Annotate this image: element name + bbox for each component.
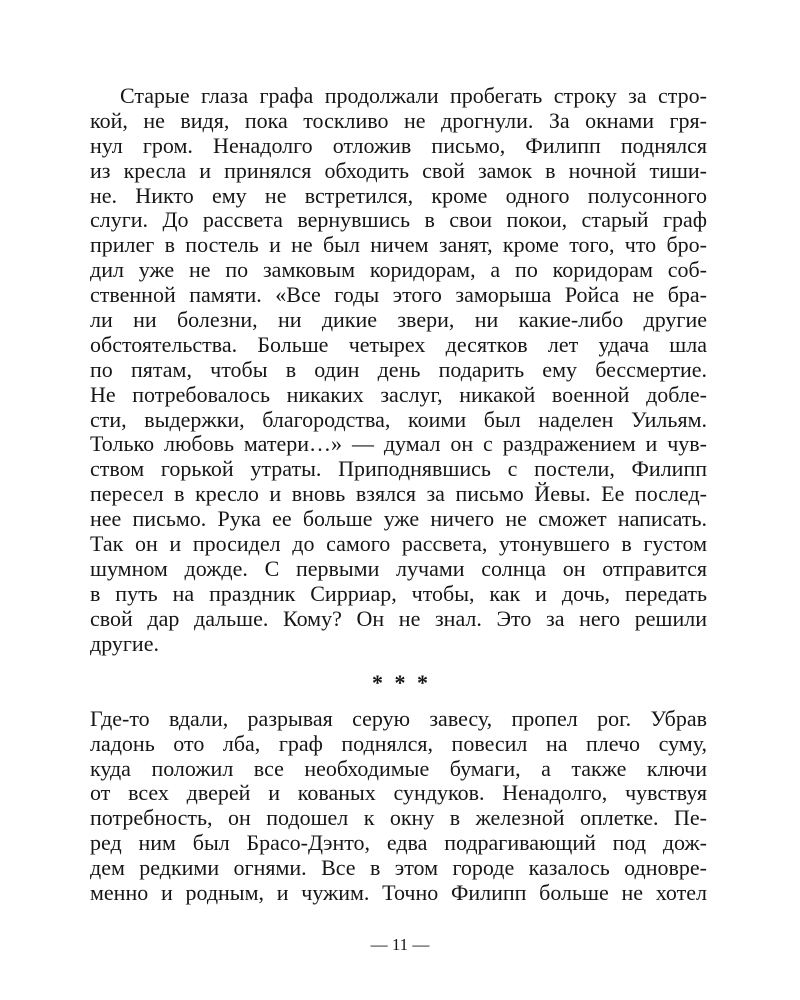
text-line: пересел в кресло и вновь взялся за письмо Йевы. Ее послед- <box>90 482 707 507</box>
text-line: ред ним был Брасо-Дэнто, едва подрагивающий под дож- <box>90 830 707 855</box>
text-line: свой дар дальше. Кому? Он не знал. Это за него решили <box>90 606 707 631</box>
text-line: из кресла и принялся обходить свой замок в ночной тиши- <box>90 158 707 183</box>
text-line: Где-то вдали, разрывая серую завесу, пропел рог. Убрав <box>90 707 707 731</box>
paragraph-2 <box>90 707 707 905</box>
text-line: ладонь ото лба, граф поднялся, повесил на плечо суму, <box>90 731 707 756</box>
text-line: в путь на праздник Сирриар, чтобы, как и дочь, передать <box>90 581 707 606</box>
text-line: дем редкими огнями. Все в этом городе казалось одновре- <box>90 855 707 880</box>
text-line: не. Никто ему не встретился, кроме одного полусонного <box>90 183 707 208</box>
text-line: кой, не видя, пока тоскливо не дрогнули. За окнами гря- <box>90 108 707 133</box>
section-separator: * * * <box>372 670 428 695</box>
text-line: куда положил все необходимые бумаги, а также ключи <box>90 756 707 781</box>
text-line: Не потребовалось никаких заслуг, никакой военной добле- <box>90 382 707 407</box>
text-line: Старые глаза графа продолжали пробегать строку за стро- <box>120 84 707 108</box>
text-line: менно и родным, и чужим. Точно Филипп больше не хотел <box>90 880 707 905</box>
text-line: ли ни болезни, ни дикие звери, ни какие-либо другие <box>90 308 707 333</box>
paragraph-1 <box>90 84 707 656</box>
text-line: Только любовь матери…» — думал он с раздражением и чув- <box>90 432 707 457</box>
text-line: слуги. До рассвета вернувшись в свои покои, старый граф <box>90 208 707 233</box>
text-line: от всех дверей и кованых сундуков. Ненадолго, чувствуя <box>90 781 707 806</box>
page-number: — 11 — <box>370 935 430 954</box>
text-line: сти, выдержки, благородства, коими был наделен Уильям. <box>90 407 707 432</box>
text-line: потребность, он подошел к окну в железной оплетке. Пе- <box>90 806 707 831</box>
text-line: обстоятельства. Больше четырех десятков лет удача шла <box>90 332 707 357</box>
text-line: дил уже не по замковым коридорам, а по коридорам соб- <box>90 258 707 283</box>
text-line: по пятам, чтобы в один день подарить ему бессмертие. <box>90 357 707 382</box>
text-line: ством горькой утраты. Приподнявшись с постели, Филипп <box>90 457 707 482</box>
text-line: другие. <box>90 631 159 656</box>
text-line: шумном дожде. С первыми лучами солнца он отправится <box>90 556 707 581</box>
text-line: Так он и просидел до самого рассвета, утонувшего в густом <box>90 532 707 557</box>
text-line: нул гром. Ненадолго отложив письмо, Филипп поднялся <box>90 133 707 158</box>
text-line: ственной памяти. «Все годы этого заморыша Ройса не бра- <box>90 283 707 308</box>
text-line: нее письмо. Рука ее больше уже ничего не сможет написать. <box>90 507 707 532</box>
text-line: прилег в постель и не был ничем занят, кроме того, что бро- <box>90 233 707 258</box>
